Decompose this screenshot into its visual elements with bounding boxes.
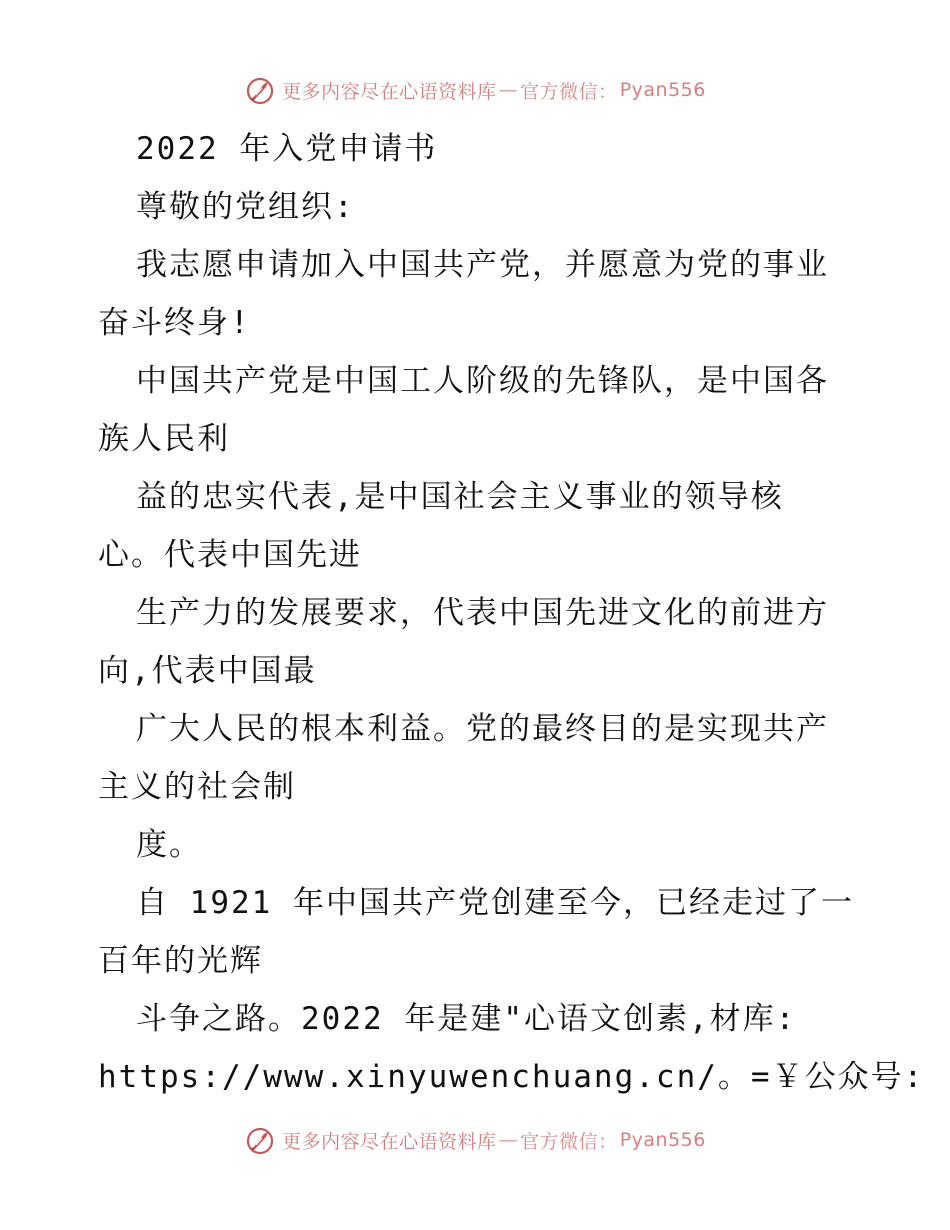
- banner-title: 更多内容尽在心语资料库: [282, 1130, 497, 1153]
- text-line: 向,代表中国最: [98, 653, 317, 689]
- text-line: 广大人民的根本利益。党的最终目的是实现共产: [136, 711, 829, 747]
- text-line: 族人民利: [98, 421, 230, 457]
- banner-separator: —: [498, 1129, 519, 1151]
- quill-pen-logo-icon: [244, 74, 276, 106]
- text-line: 益的忠实代表,是中国社会主义事业的领导核: [136, 479, 784, 515]
- text-line: 自 1921 年中国共产党创建至今，已经走过了一: [136, 885, 854, 921]
- document-body: [98, 120, 925, 1106]
- banner-title: 更多内容尽在心语资料库: [282, 80, 497, 103]
- text-line: 心。代表中国先进: [98, 537, 362, 573]
- text-line: 主义的社会制: [98, 769, 296, 805]
- quill-pen-logo-icon: [244, 1124, 276, 1156]
- text-line: 尊敬的党组织:: [136, 189, 355, 225]
- text-line: 斗争之路。2022 年是建"心语文创素,材库:: [136, 1001, 797, 1037]
- banner-wechat-id: Pyan556: [619, 79, 706, 101]
- text-line: 中国共产党是中国工人阶级的先锋队，是中国各: [136, 363, 829, 399]
- banner-separator: —: [498, 79, 519, 101]
- footer-watermark-banner: [0, 1120, 950, 1160]
- document-title: 2022 年入党申请书: [136, 131, 438, 167]
- banner-wechat-id: Pyan556: [619, 1129, 706, 1151]
- text-line: 我志愿申请加入中国共产党，并愿意为党的事业: [136, 247, 829, 283]
- text-line: 生产力的发展要求，代表中国先进文化的前进方: [136, 595, 829, 631]
- header-watermark-banner: [0, 70, 950, 110]
- banner-wechat-label: 官方微信：: [520, 1130, 618, 1153]
- text-line: https://www.xinyuwenchuang.cn/。=￥公众号:: [98, 1059, 925, 1095]
- text-line: 百年的光辉: [98, 943, 263, 979]
- text-line: 奋斗终身!: [98, 305, 251, 341]
- banner-wechat-label: 官方微信：: [520, 80, 618, 103]
- text-line: 度。: [136, 827, 202, 863]
